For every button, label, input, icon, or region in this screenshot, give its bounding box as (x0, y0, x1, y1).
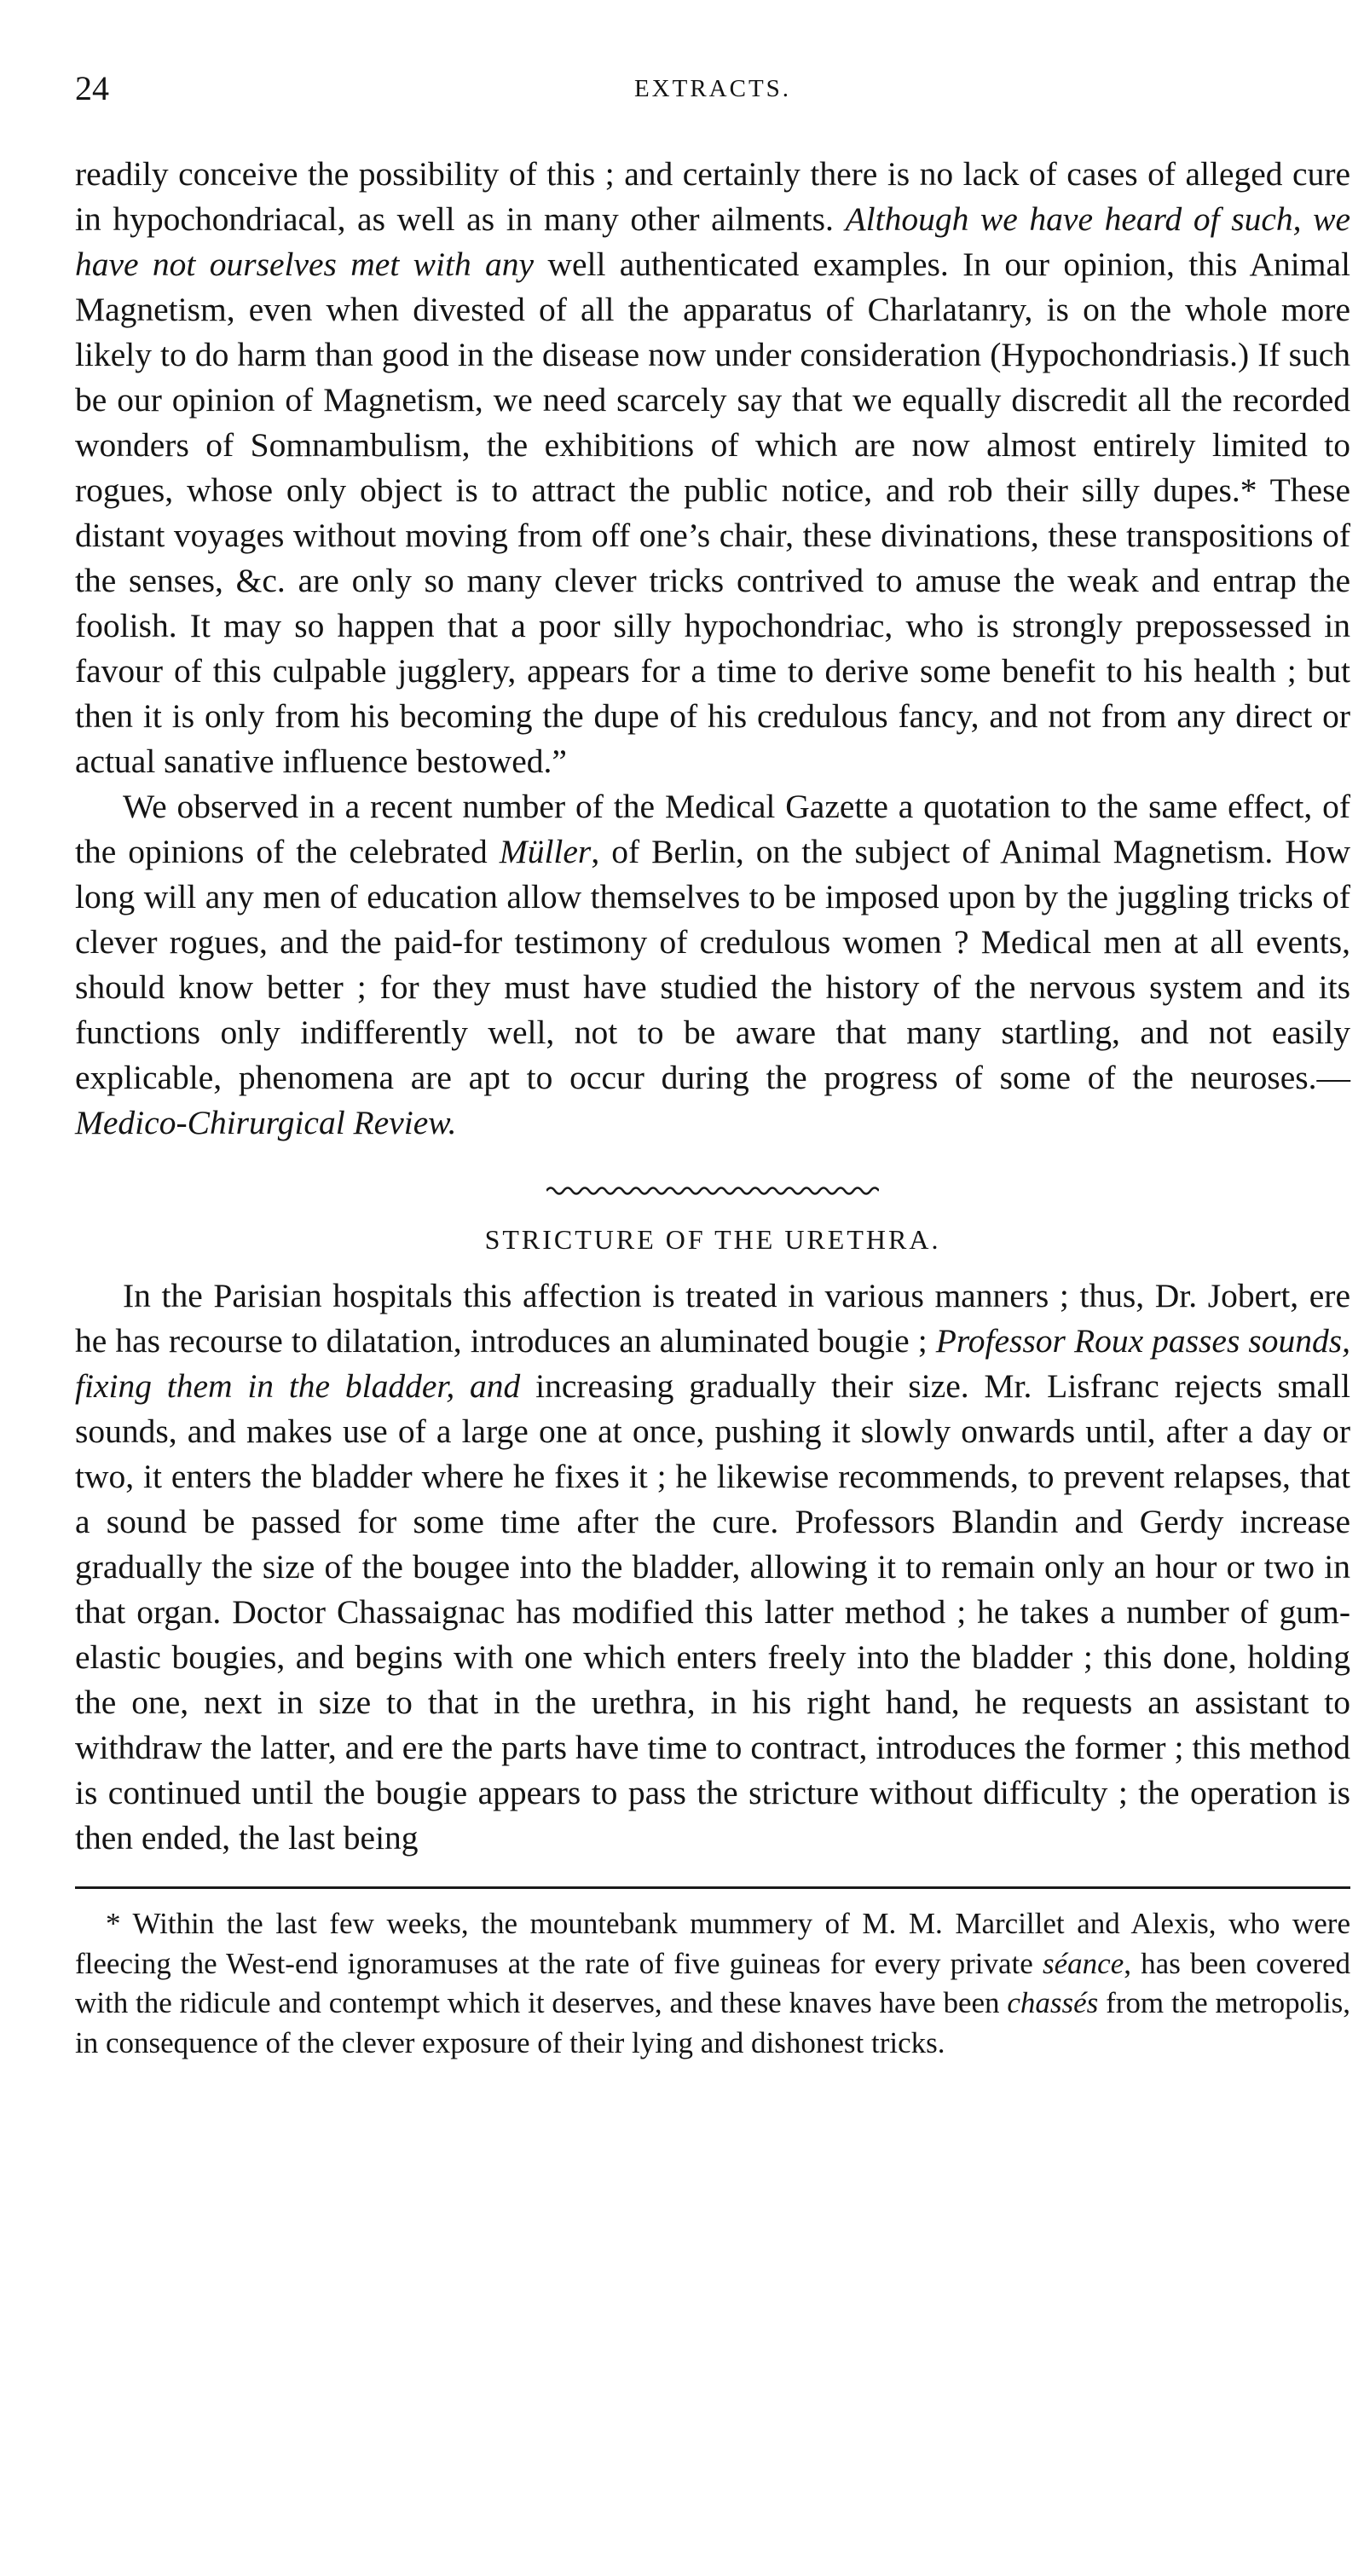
footnote-text-a: * Within the last few weeks, the mountebank mummery of M. M. Marcillet and Alexis, who were fleecing the West-end ignoramuses at the rate of five guineas for every private (75, 1907, 1350, 1980)
ornament-divider (75, 1146, 1350, 1198)
footnote-italic-chasses: chassés (1007, 1986, 1099, 2019)
page-number: 24 (75, 69, 109, 107)
wavy-rule-ornament (546, 1183, 879, 1198)
paragraph-1-text-a: readily conceive the possibility of this ; and certainly there is no lack of cases of alleged cure in hypochondriacal, as well as in many other ailments. (75, 155, 1350, 238)
book-page (75, 51, 1350, 2557)
running-head: EXTRACTS. (633, 75, 792, 102)
paragraph-stricture (75, 1274, 1350, 1861)
footnote-text-b: , has been covered with the ridicule and contempt which it deserves, and these knaves have been (75, 1946, 1350, 2019)
paragraph-1-text-b: well authenticated examples. In our opinion, this Animal Magnetism, even when divested of all the apparatus of Charlatanry, is on the whole more likely to do harm than good in the disease now under consideration (Hypochondriasis.) If such be our opinion of Magnetism, we need scarcely say that we equally discredit all the recorded wonders of Somnambulism, the exhibitions of which are now almost entirely limited to rogues, whose only object is to attract the public notice, and rob their silly dupes.* These distant voyages without moving from off one’s chair, these divinations, these transpositions of the senses, &c. are only so many clever tricks contrived to amuse the weak and entrap the foolish. It may so happen that a poor silly hypochondriac, who is strongly prepossessed in favour of this culpable jugglery, appears for a time to derive some benefit to his health ; but then it is only from his becoming the dupe of his credulous fancy, and not from any direct or actual sanative influence bestowed.” (75, 245, 1351, 780)
paragraph-2-italic-muller: Müller (499, 833, 592, 870)
paragraph-2-text-b: , of Berlin, on the subject of Animal Magnetism. How long will any men of education allow themselves to be imposed upon by the juggling tricks of clever rogues, and the paid-for testimony of credulous women ? Medical men at all events, should know better ; for they must have studied the history of the nervous system and its functions only indifferently well, not to be aware that many startling, and not easily explicable, phenomena are apt to occur during the progress of some of the neuroses.— (75, 833, 1351, 1096)
footnote-text-c: from the metropolis, in consequence of the clever exposure of their lying and dishonest tricks. (75, 1986, 1350, 2059)
paragraph-2-source: Medico-Chirurgical Review. (75, 1104, 457, 1141)
footnote (75, 1904, 1350, 2063)
section-heading: STRICTURE OF THE URETHRA. (484, 1224, 941, 1255)
paragraph-1-italic: Although we have heard of such, we have not ourselves met with any (75, 200, 1351, 283)
footnote-rule (75, 1886, 1350, 1889)
footnote-text (75, 1904, 1350, 2063)
paragraph-magnetism-opinion (75, 152, 1350, 784)
body-text (75, 152, 1350, 1861)
paragraph-2-text-a: We observed in a recent number of the Medical Gazette a quotation to the same effect, of the opinions of the celebrated (75, 788, 1350, 870)
footnote-italic-seance: séance (1043, 1946, 1124, 1980)
paragraph-medical-gazette (75, 784, 1350, 1146)
page-header (75, 51, 1350, 111)
paragraph-3-text-a: In the Parisian hospitals this affection is treated in various manners ; thus, Dr. Jobert, ere he has recourse to dilatation, introduces an aluminated bougie ; (75, 1277, 1350, 1360)
paragraph-3-italic: Professor Roux passes sounds, fixing them in the bladder, and (75, 1322, 1350, 1405)
paragraph-3-text-b: increasing gradually their size. Mr. Lisfranc rejects small sounds, and makes use of a large one at once, pushing it slowly onwards until, after a day or two, it enters the bladder where he fixes it ; he likewise recommends, to prevent relapses, that a sound be passed for some time after the cure. Professors Blandin and Gerdy increase gradually the size of the bougee into the bladder, allowing it to remain only an hour or two in that organ. Doctor Chassaignac has modified this latter method ; he takes a number of gum-elastic bougies, and begins with one which enters freely into the bladder ; this done, holding the one, next in size to that in the urethra, in his right hand, he requests an assistant to withdraw the latter, and ere the parts have time to contract, introduces the former ; this method is continued until the bougie appears to pass the stricture without difficulty ; the operation is then ended, the last being (75, 1367, 1351, 1857)
